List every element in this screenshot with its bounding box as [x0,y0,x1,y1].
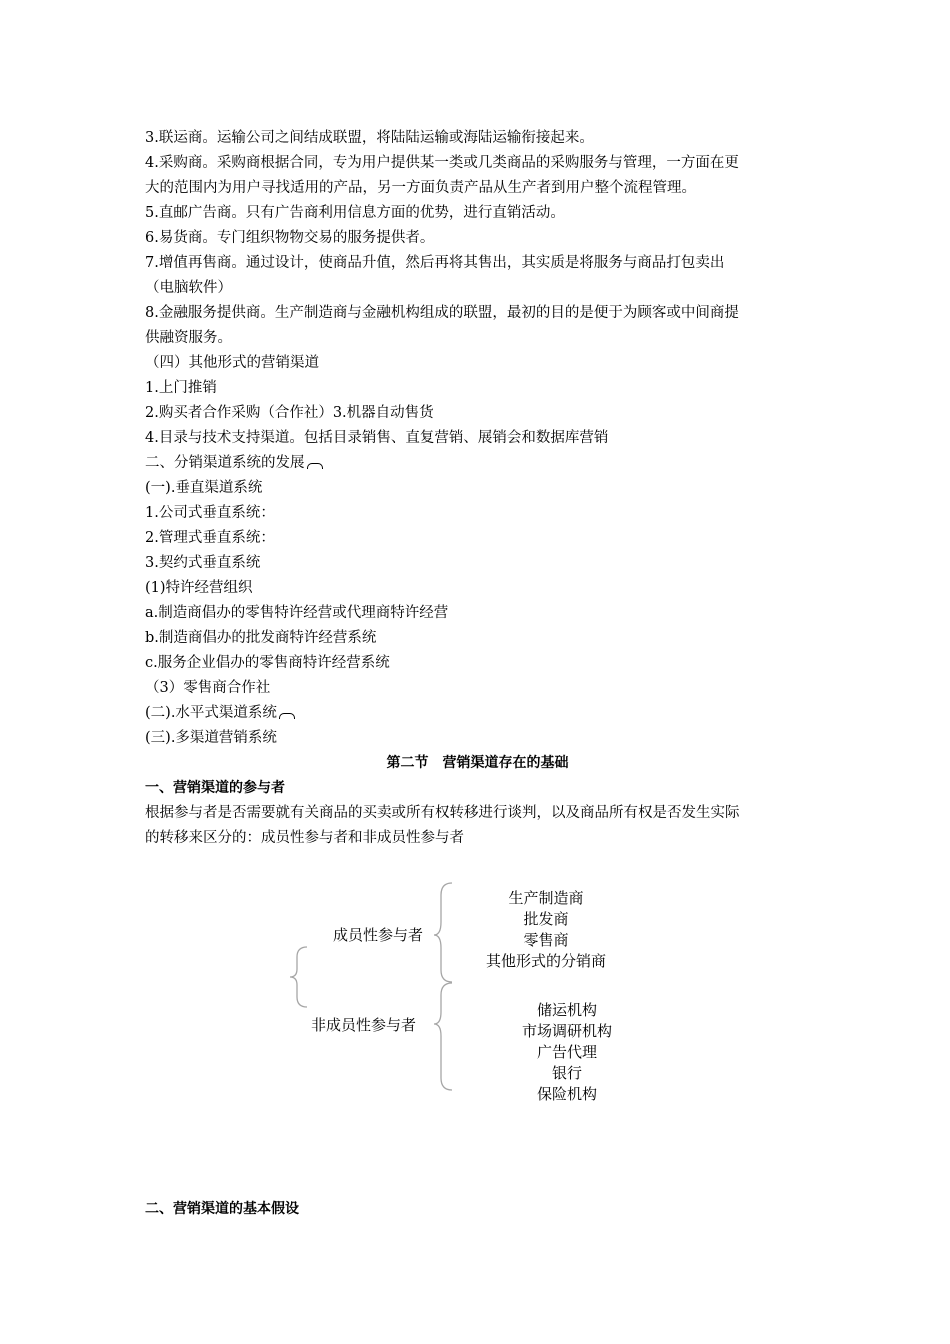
list-item: 市场调研机构 [521,1022,612,1040]
text-line: （四）其他形式的营销渠道 [145,355,319,371]
text-line: (1)特许经营组织 [145,580,253,596]
text-line: 1.公司式垂直系统： [145,505,275,521]
text-line: （电脑软件） [145,280,232,296]
text-line: 4.目录与技术支持渠道。包括目录销售、直复营销、展销会和数据库营销 [145,430,609,446]
heading-participants: 一、营销渠道的参与者 [145,780,285,796]
text-line: c.服务企业倡办的零售商特许经营系统 [145,655,390,671]
text-line-with-mark: 二、分销渠道系统的发展 [145,451,810,476]
list-item: 生产制造商 [508,889,584,907]
paragraph-line: 的转移来区分的：成员性参与者和非成员性参与者 [145,830,464,846]
text-line: 供融资服务。 [145,330,232,346]
text-line: 4.采购商。采购商根据合同，专为用户提供某一类或几类商品的采购服务与管理，一方面在更 [145,155,739,171]
text-line: 5.直邮广告商。只有广告商利用信息方面的优势，进行直销活动。 [145,205,565,221]
text-line: （3）零售商合作社 [145,680,271,696]
heading-assumptions: 二、营销渠道的基本假设 [145,1201,299,1217]
paragraph-line: 根据参与者是否需要就有关商品的买卖或所有权转移进行谈判，以及商品所有权是否发生实际 [145,805,740,821]
list-item: 批发商 [523,910,569,928]
nonmember-participants-label: 非成员性参与者 [311,1016,417,1034]
list-item: 广告代理 [536,1043,597,1061]
text-line: 7.增值再售商。通过设计，使商品升值，然后再将其售出，其实质是将服务与商品打包卖出 [145,255,725,271]
text-line: b.制造商倡办的批发商特许经营系统 [145,630,377,646]
list-item: 保险机构 [536,1085,597,1103]
text-line: a.制造商倡办的零售特许经营或代理商特许经营 [145,605,449,621]
text-line: 8.金融服务提供商。生产制造商与金融机构组成的联盟，最初的目的是便于为顾客或中间商提 [145,305,739,321]
text-line: (三).多渠道营销系统 [145,730,277,746]
text-line: 2.管理式垂直系统： [145,530,275,546]
arc-mark-icon [307,463,323,469]
list-item: 其他形式的分销商 [485,952,606,970]
nonmember-brace [434,983,452,1090]
outer-brace [290,947,307,1007]
body-text [145,126,810,851]
text-line: 3.契约式垂直系统 [145,555,261,571]
text-line: (一).垂直渠道系统 [145,480,263,496]
member-list [466,888,626,972]
text-line: 3.联运商。运输公司之间结成联盟，将陆陆运输或海陆运输衔接起来。 [145,130,594,146]
nonmember-list [497,1000,637,1105]
section-title: 第二节 营销渠道存在的基础 [386,755,569,771]
text-line: 2.购买者合作采购（合作社）3.机器自动售货 [145,405,434,421]
text-line: 大的范围内为用户寻找适用的产品，另一方面负责产品从生产者到用户整个流程管理。 [145,180,696,196]
list-item: 储运机构 [536,1001,597,1019]
text-line-with-mark: (二).水平式渠道系统 [145,701,810,726]
text-line: 1.上门推销 [145,380,217,396]
member-participants-label: 成员性参与者 [333,926,424,944]
arc-mark-icon [279,713,295,719]
text-line: 6.易货商。专门组织物物交易的服务提供者。 [145,230,435,246]
list-item: 零售商 [523,931,569,949]
member-brace [434,883,452,982]
list-item: 银行 [551,1064,582,1082]
